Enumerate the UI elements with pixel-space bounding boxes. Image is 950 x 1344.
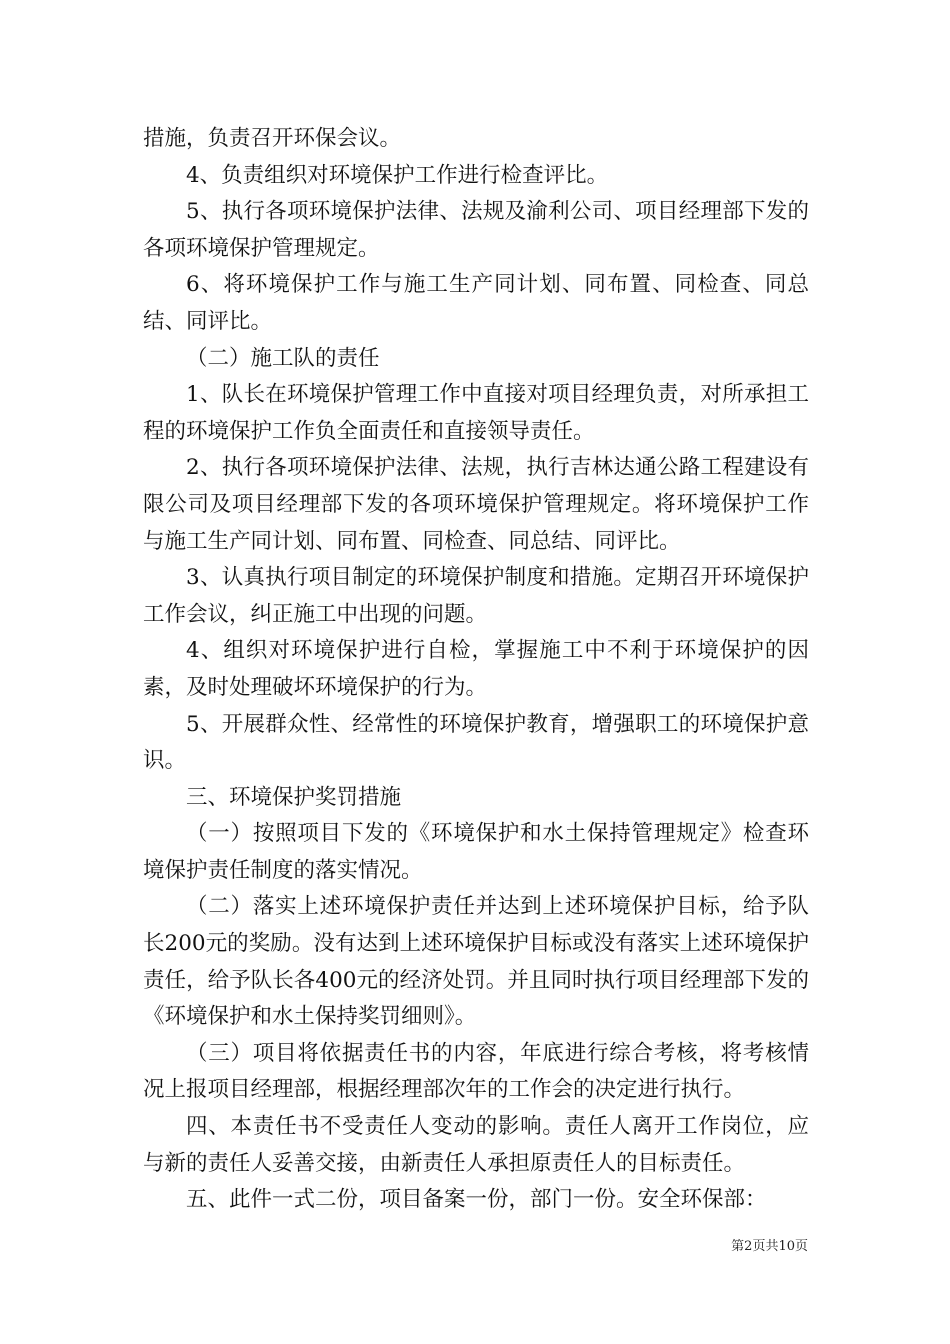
paragraph-section-four: 四、本责任书不受责任人变动的影响。责任人离开工作岗位，应与新的责任人妥善交接，由新责任人承担原责任人的目标责任。 <box>143 1114 809 1176</box>
paragraph-item-6: 6、将环境保护工作与施工生产同计划、同布置、同检查、同总结、同评比。 <box>143 272 809 334</box>
paragraph-reward-item-2: （二）落实上述环境保护责任并达到上述环境保护目标，给予队长200元的奖励。没有达到上述环境保护目标或没有落实上述环境保护责任，给予队长各400元的经济处罚。并且同时执行项目经理部下发的《环境保护和水土保持奖罚细则》。 <box>143 894 809 1030</box>
paragraph-reward-item-3: （三）项目将依据责任书的内容，年底进行综合考核，将考核情况上报项目经理部，根据经理部次年的工作会的决定进行执行。 <box>143 1040 809 1103</box>
paragraph-reward-item-1: （一）按照项目下发的《环境保护和水土保持管理规定》检查环境保护责任制度的落实情况。 <box>143 821 809 883</box>
paragraph-continuation: 措施，负责召开环保会议。 <box>143 126 402 151</box>
paragraph-team-item-3: 3、认真执行项目制定的环境保护制度和措施。定期召开环境保护工作会议，纠正施工中出现的问题。 <box>143 565 809 627</box>
document-body <box>143 121 809 1219</box>
paragraph-item-4: 4、负责组织对环境保护工作进行检查评比。 <box>186 162 609 188</box>
section-heading-rewards-penalties: 三、环境保护奖罚措施 <box>186 784 402 810</box>
paragraph-team-item-5: 5、开展群众性、经常性的环境保护教育，增强职工的环境保护意识。 <box>143 711 809 774</box>
paragraph-team-item-2: 2、执行各项环境保护法律、法规，执行吉林达通公路工程建设有限公司及项目经理部下发的各项环境保护管理规定。将环境保护工作与施工生产同计划、同布置、同检查、同总结、同评比。 <box>143 455 809 554</box>
paragraph-team-item-4: 4、组织对环境保护进行自检，掌握施工中不利于环境保护的因素，及时处理破坏环境保护的行为。 <box>143 638 809 700</box>
paragraph-section-five: 五、此件一式二份，项目备案一份，部门一份。安全环保部： <box>186 1187 767 1213</box>
paragraph-item-5: 5、执行各项环境保护法律、法规及渝利公司、项目经理部下发的各项环境保护管理规定。 <box>143 199 809 261</box>
section-heading-team-responsibility: （二）施工队的责任 <box>186 345 380 371</box>
paragraph-team-item-1: 1、队长在环境保护管理工作中直接对项目经理负责，对所承担工程的环境保护工作负全面责任和直接领导责任。 <box>143 382 809 444</box>
page-number-footer: 第2页共10页 <box>731 1239 808 1254</box>
